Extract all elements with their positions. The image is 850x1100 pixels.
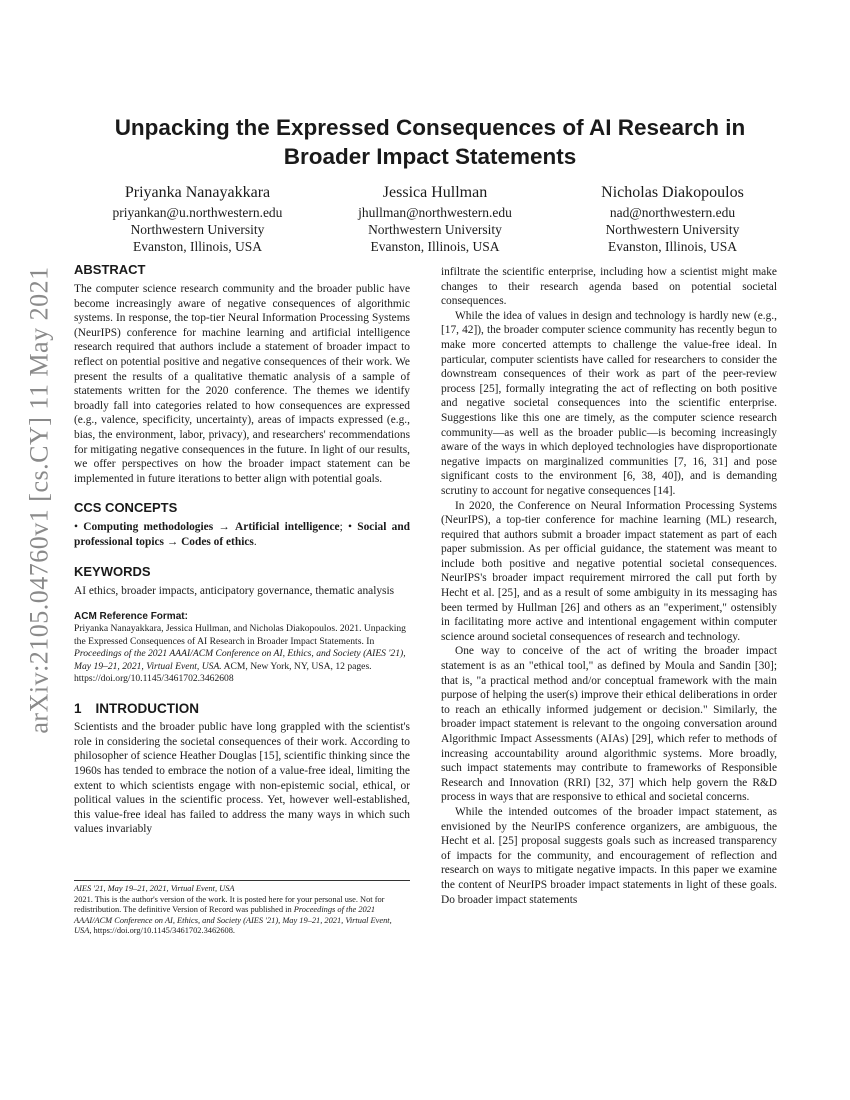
ccs-separator: ; • [339,521,358,534]
introduction-heading [74,702,410,717]
ccs-item: Computing methodologies [83,521,214,534]
author-location: Evanston, Illinois, USA [132,239,262,254]
acm-reference-venue: Proceedings of the 2021 AAAI/ACM Conference on AI, Ethics, and Society (AIES '21), May 19–21, 2021, Virtual Event, USA. [74,648,406,672]
author [80,183,315,255]
author-affiliation: Northwestern University [605,222,740,237]
ccs-item: Social and professional topics [74,521,410,548]
ccs-bullet: • [74,521,84,534]
body-paragraph: While the intended outcomes of the broader impact statement, as envisioned by the NeurIPS conference organizers, are ambiguous, the Hecht et al. [25] proposal suggests goals such as increased transparency of impacts for the community, and encouragement of reflection and research on ways to mitigate negative impacts. In this paper we examine the content of NeurIPS broader impact statements in light of these goals. Do broader impact statements [441,805,777,906]
body-paragraph: While the idea of values in design and technology is hardly new (e.g., [17, 42]), the broader computer science community has recently begun to make more concerted attempts to challenge the value-free ideal. In particular, computer scientists have called for researchers to consider the downstream consequences of their work as part of the peer-review process [25], formally integrating the act of reflecting on both positive and negative societal consequences into the scientific enterprise. Suggestions like this one are timely, as the computer science research community—as well as the broader public—is becoming increasingly aware of the ways in which deployed technologies have disproportionate negative impacts on marginalized communities [7, 16, 31] and pose significant costs to the environment [6, 38, 40]), and is demanding scrutiny to account for negative consequences [14]. [441,309,777,497]
author-location: Evanston, Illinois, USA [607,239,737,254]
author [318,183,553,255]
author-affiliation: Northwestern University [368,222,502,237]
body-paragraph: In 2020, the Conference on Neural Information Processing Systems (NeurIPS), a top-tier conference for machine learning (ML) research, required that authors submit a broader impact statement as part of each paper submission. As per official guidance, the statement was meant to include both positive and negative potential societal consequences. NeurIPS's broader impact requirement mirrored the call put forth by Hecht et al. [25], and as a result of some ambiguity in its messaging has been termed by Hullman [26] and others as an "experiment," ostensibly in facilitating more active and intentional engagement within computer science around societal consequences of research and technology. [441,499,777,643]
keywords-heading: KEYWORDS [74,563,151,579]
author-name: Priyanka Nanayakkara [124,184,271,201]
body-paragraph: infiltrate the scientific enterprise, including how a scientist might make changes to their research agenda based on potential societal consequences. [441,266,777,308]
ccs-concepts [74,520,410,549]
footnote-tail: , https://doi.org/10.1145/3461702.3462608. [89,926,235,936]
body-paragraph: One way to conceive of the act of writing the broader impact statement is as an "ethical tool," as defined by Moula and Sandin [30]; that is, "a practical method and/or conceptual framework with the main purpose of helping the user(s) improve their ethical deliberations in order to reach an ethically informed judgement or decision." Similarly, the broader impact statement is relevant to the ongoing conversation around Algorithmic Impact Assessments (AIAs) [29], which refer to methods of increasing accountability around algorithmic systems. More broadly, such impact statements may contribute to frameworks of Responsible Research and Innovation (RRI) [32, 37] which help govern the R&D process in ways that are responsive to ethical and societal concerns. [441,645,777,804]
ccs-item: Codes of ethics [181,535,254,548]
arxiv-stamp-text: arXiv:2105.04760v1 [cs.CY] 11 May 2021 [25,266,54,734]
footnote-body: 2021. This is the author's version of the work. It is posted here for your personal use. Not for redistribution. The definitive Version of Record was published in [74,894,385,915]
footnote-text [74,895,410,937]
ccs-heading: CCS CONCEPTS [74,500,178,516]
author-block [80,183,790,255]
author-email: priyankan@u.northwestern.edu [112,205,283,220]
acm-reference-text [74,623,410,686]
acm-reference-tail: ACM, New York, NY, USA, 12 pages. https://doi.org/10.1145/3461702.3462608 [74,660,372,685]
author-affiliation: Northwestern University [130,222,265,237]
section-number: 1 [74,700,82,716]
footnote-conference: AIES '21, May 19–21, 2021, Virtual Event, USA [74,884,235,893]
acm-reference-heading: ACM Reference Format: [74,611,188,623]
abstract-heading: ABSTRACT [74,262,146,277]
paper-title: Unpacking the Expressed Consequences of AI Research in Broader Impact Statements [114,115,746,169]
section-title: INTRODUCTION [95,700,200,716]
left-column [74,262,410,837]
ccs-item: Artificial intelligence [235,521,340,534]
footnote-venue: Proceedings of the 2021 AAAI/ACM Conference on AI, Ethics, and Society (AIES '21), May 19–21, 2021, Virtual Event, USA [74,905,392,936]
abstract-text: The computer science research community and the broader public have become increasingly aware of negative consequences of algorithmic systems. In response, the top-tier Neural Information Processing Systems (NeurIPS) conference for machine learning and artificial intelligence research required that authors include a statement of broader impact to reflect on potential positive and negative consequences of their work. We present the results of a qualitative thematic analysis of a sample of statements written for the 2020 conference. The themes we identify broadly fall into categories related to how consequences are expressed (e.g., valence, specificity, uncertainty), areas of impacts expressed (e.g., bias, the environment, labor, privacy), and researchers' recommendations for mitigating negative consequences in the future. In light of our results, we offer perspectives on how the broader impact statement can be implemented in future iterations to better align with potential goals. [74,283,410,485]
author-name: Jessica Hullman [382,184,488,201]
ccs-arrow: → [163,535,182,548]
author-name: Nicholas Diakopoulos [601,184,744,201]
footnote [74,880,410,937]
author-email: nad@northwestern.edu [609,205,736,220]
arxiv-stamp [10,265,70,735]
author-location: Evanston, Illinois, USA [370,239,500,254]
right-column [441,265,777,907]
intro-paragraph: Scientists and the broader public have long grappled with the scientist's role in considering the societal consequences of their work. According to philosopher of science Heather Douglas [15], scientific thinking since the 1960s has tended to embrace the notion of a value-free ideal, limiting the extent to which scientists engage with non-epistemic social, ethical, or political values in the scientific process. Yet, however well-established, this value-free ideal has failed to address the many ways in which such values invariably [74,721,410,836]
keywords-text: AI ethics, broader impacts, anticipatory governance, thematic analysis [74,584,395,597]
ccs-end: . [253,535,257,548]
author-email: jhullman@northwestern.edu [358,205,512,220]
ccs-arrow: → [213,521,236,534]
author [555,183,790,255]
acm-reference-authors: Priyanka Nanayakkara, Jessica Hullman, and Nicholas Diakopoulos. 2021. Unpacking the Expressed Consequences of AI Research in Broader Impact Statements. In [74,623,406,647]
